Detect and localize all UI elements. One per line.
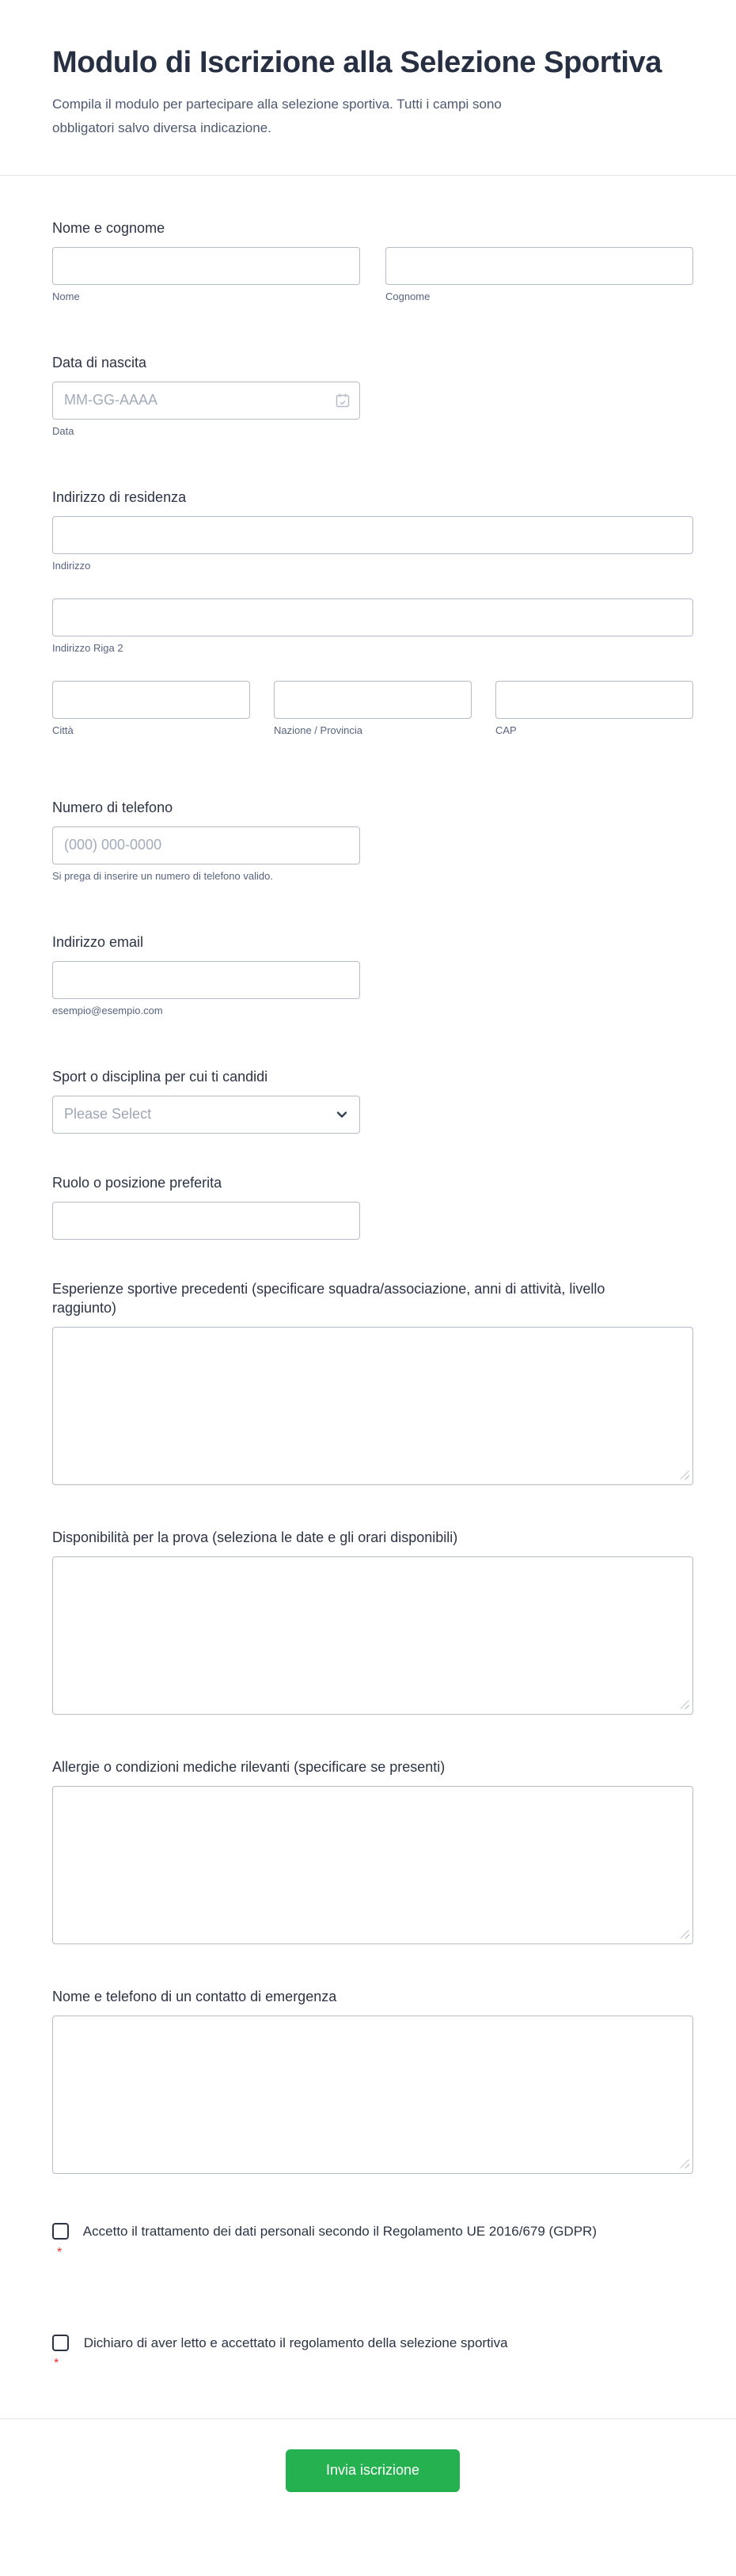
- gdpr-consent-label: Accetto il trattamento dei dati personali secondo il Regolamento UE 2016/679 (GDPR): [82, 2223, 597, 2239]
- address-line1-field: [52, 516, 693, 572]
- medical-label: Allergie o condizioni mediche rilevanti (specificare se presenti): [52, 1758, 446, 1775]
- first-name-input[interactable]: [52, 247, 360, 285]
- state-input[interactable]: [274, 681, 472, 719]
- state-field: [274, 681, 472, 736]
- email-label: Indirizzo email: [52, 933, 144, 950]
- question-address: [52, 488, 693, 736]
- phone-input[interactable]: [52, 826, 360, 864]
- submit-button[interactable]: Invia iscrizione: [286, 2449, 460, 2492]
- emergency-contact-field: [52, 2016, 693, 2174]
- experience-field: [52, 1327, 693, 1485]
- address-line1-input[interactable]: [52, 516, 693, 554]
- first-name-field: [52, 247, 360, 302]
- city-field: [52, 681, 250, 736]
- availability-textarea[interactable]: [52, 1556, 693, 1715]
- sport-label: Sport o disciplina per cui ti candidi: [52, 1068, 268, 1085]
- rules-consent-checkbox[interactable]: [52, 2335, 69, 2351]
- phone-field: [52, 826, 360, 864]
- phone-label: Numero di telefono: [52, 799, 173, 815]
- question-gdpr-consent: [52, 2221, 606, 2263]
- question-full-name: [52, 218, 693, 302]
- question-birth-date: [52, 353, 693, 437]
- zip-sublabel: CAP: [495, 724, 517, 736]
- address-line1-sublabel: Indirizzo: [52, 559, 91, 572]
- question-rules-consent: [52, 2333, 693, 2374]
- page-title: Modulo di Iscrizione alla Selezione Sportiva: [52, 46, 662, 79]
- sport-select-value: Please Select: [64, 1106, 152, 1123]
- required-asterisk: *: [57, 2245, 63, 2259]
- city-sublabel: Città: [52, 724, 74, 736]
- birth-date-label: Data di nascita: [52, 354, 147, 370]
- role-field: [52, 1202, 360, 1240]
- email-field: [52, 961, 360, 999]
- question-role: [52, 1173, 693, 1240]
- last-name-field: [385, 247, 693, 302]
- medical-textarea[interactable]: [52, 1786, 693, 1944]
- address-line2-input[interactable]: [52, 598, 693, 636]
- question-medical: [52, 1757, 693, 1944]
- state-sublabel: Nazione / Provincia: [274, 724, 362, 736]
- emergency-contact-label: Nome e telefono di un contatto di emergenza: [52, 1988, 337, 2004]
- address-line2-field: [52, 598, 693, 654]
- sport-select[interactable]: [52, 1096, 360, 1134]
- medical-field: [52, 1786, 693, 1944]
- gdpr-consent-row[interactable]: [52, 2221, 606, 2263]
- availability-label: Disponibilità per la prova (seleziona le date e gli orari disponibili): [52, 1529, 458, 1545]
- rules-consent-label: Dichiaro di aver letto e accettato il regolamento della selezione sportiva: [83, 2335, 508, 2350]
- question-availability: [52, 1528, 693, 1715]
- gdpr-consent-checkbox[interactable]: [52, 2223, 69, 2240]
- question-phone: [52, 798, 693, 882]
- address-line2-sublabel: Indirizzo Riga 2: [52, 641, 123, 654]
- experience-label: Esperienze sportive precedenti (specificare squadra/associazione, anni di attività, livello raggiunto): [52, 1280, 605, 1316]
- footer-divider: [0, 2418, 736, 2419]
- last-name-sublabel: Cognome: [385, 290, 431, 302]
- question-sport: [52, 1067, 693, 1134]
- email-sublabel: esempio@esempio.com: [52, 1004, 163, 1016]
- birth-date-field: [52, 382, 360, 420]
- submit-row: [52, 2449, 693, 2492]
- zip-input[interactable]: [495, 681, 693, 719]
- emergency-contact-textarea[interactable]: [52, 2016, 693, 2174]
- registration-form: [52, 176, 693, 2374]
- full-name-label: Nome e cognome: [52, 219, 165, 236]
- question-emergency-contact: [52, 1987, 693, 2174]
- rules-consent-row[interactable]: [52, 2333, 693, 2374]
- question-email: [52, 933, 693, 1016]
- city-input[interactable]: [52, 681, 250, 719]
- phone-sublabel: Si prega di inserire un numero di telefono valido.: [52, 869, 273, 882]
- page-subtitle: Compila il modulo per partecipare alla selezione sportiva. Tutti i campi sono obbligatori salvo diversa indicazione.: [52, 97, 502, 135]
- last-name-input[interactable]: [385, 247, 693, 285]
- email-input[interactable]: [52, 961, 360, 999]
- question-experience: [52, 1279, 693, 1485]
- form-header: [52, 41, 693, 140]
- birth-date-sublabel: Data: [52, 424, 74, 437]
- availability-field: [52, 1556, 693, 1715]
- first-name-sublabel: Nome: [52, 290, 80, 302]
- required-asterisk: *: [54, 2356, 59, 2370]
- role-label: Ruolo o posizione preferita: [52, 1174, 222, 1191]
- zip-field: [495, 681, 693, 736]
- experience-textarea[interactable]: [52, 1327, 693, 1485]
- address-label: Indirizzo di residenza: [52, 488, 187, 505]
- role-input[interactable]: [52, 1202, 360, 1240]
- birth-date-input[interactable]: [52, 382, 360, 420]
- chevron-down-icon: [336, 1108, 348, 1121]
